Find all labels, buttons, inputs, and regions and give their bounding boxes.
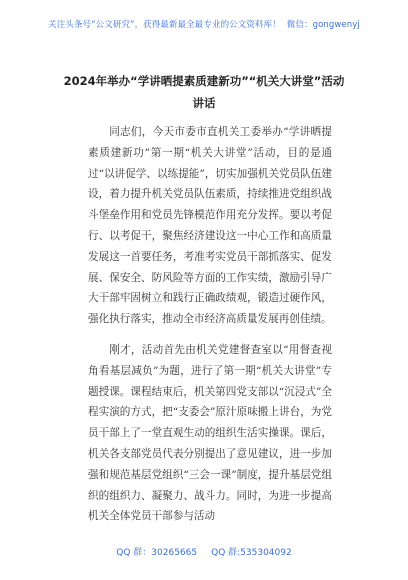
paragraph: 同志们，今天市委市直机关工委举办“学讲晒提素质建新功”第一期“机关大讲堂”活动，目的是通过“以讲促学、以练提能”，切实加强机关党员队伍建设，着力提升机关党员队伍素质，持续推进党组织战斗堡垒作用和党员先锋模范作用充分发挥。要以考促行、以考促干，聚焦经济建设这一中心工作和高质量发展这一首要任务，考准考实党员干部抓落实、促发展、保安全、防风险等方面的工作实绩，激励引导广大干部牢固树立和践行正确政绩观，锻造过硬作风，强化执行落实，推动全市经济高质量发展再创佳绩。 xyxy=(88,126,332,326)
document-body xyxy=(88,122,332,527)
title-line-1: 2024年举办“学讲晒提素质建新功”“机关大讲堂”活动 xyxy=(63,74,345,88)
document-title xyxy=(0,70,408,114)
footer-qq-group-2: QQ 群:535304092 xyxy=(211,548,292,558)
page-footer xyxy=(0,545,408,558)
header-promo-text: 关注头条号“公文研究”，获得最新最全最专业的公文资料库！ xyxy=(48,20,281,30)
header-wechat-text: 微信：gongwenyj xyxy=(286,20,360,30)
title-line-2: 讲话 xyxy=(192,96,216,110)
paragraph: 刚才，活动首先由机关党建督查室以“用督查视角看基层减负”为题，进行了第一期“机关大讲堂”专题授课。课程结束后，机关第四党支部以“沉浸式”全程实演的方式，把“支委会”原汁原味搬上讲台，为党员干部上了一堂直观生动的组织生活实操课。课后，机关各支部党员代表分别提出了意见建议，进一步加强和规范基层党组织“三会一课”制度，提升基层党组织的组织力、凝聚力、战斗力。同时，为进一步提高机关全体党员干部参与活动 xyxy=(88,343,332,523)
page-header xyxy=(0,18,408,30)
footer-qq-group-1: QQ 群：30265665 xyxy=(116,548,198,558)
